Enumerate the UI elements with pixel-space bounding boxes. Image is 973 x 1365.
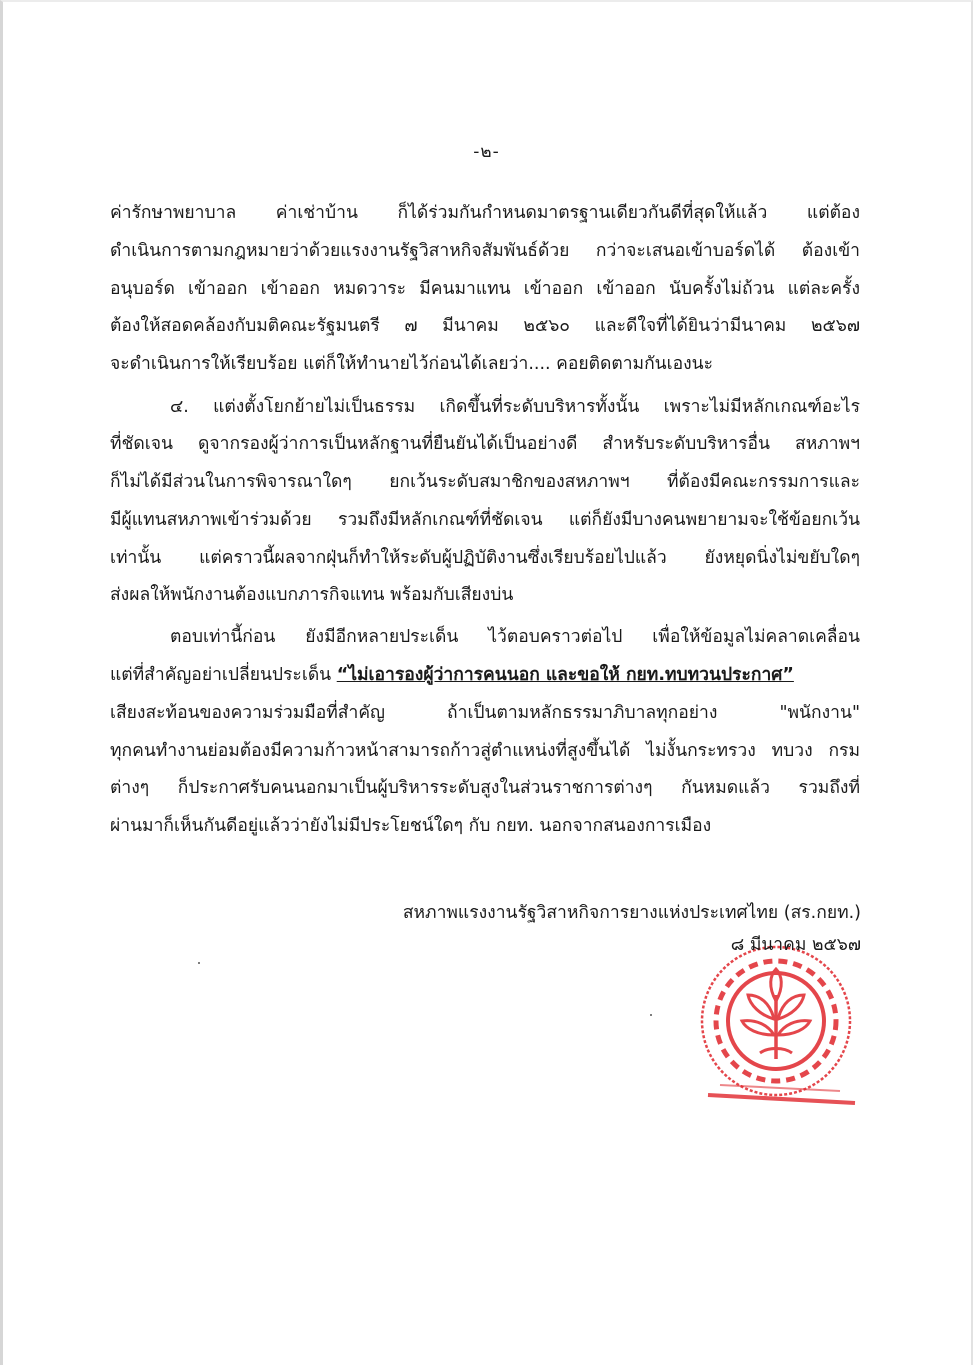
closing-prefix: แต่ที่สำคัญอย่าเปลี่ยนประเด็น: [110, 665, 337, 685]
page-number: -๒-: [473, 142, 500, 162]
closing-emphasis-line: [110, 660, 860, 690]
union-seal-icon: [690, 935, 865, 1115]
body-line: จะดำเนินการให้เรียบร้อย แต่ก็ให้ทำนายไว้ก่อนได้เลยว่า.... คอยติดตามกันเองนะ: [110, 354, 714, 374]
body-line: เท่านั้น แต่คราวนี้ผลจากฝุ่นก็ทำให้ระดับผู้ปฏิบัติงานซึ่งเรียบร้อยไปแล้ว ยังหยุดนิ่งไม่ขยับใดๆ: [110, 548, 860, 568]
body-line: มีผู้แทนสหภาพเข้าร่วมด้วย รวมถึงมีหลักเกณฑ์ที่ชัดเจน แต่ก็ยังมีบางคนพยายามจะใช้ข้อยกเว้น: [110, 510, 860, 530]
body-line: ส่งผลให้พนักงานต้องแบกภารกิจแทน พร้อมกับเสียงบ่น: [110, 585, 514, 605]
body-line: ต่างๆ ก็ประกาศรับคนนอกมาเป็นผู้บริหารระดับสูงในส่วนราชการต่างๆ กันหมดแล้ว รวมถึงที่: [110, 778, 860, 798]
key-demand-text: “ไม่เอารองผู้ว่าการคนนอก และขอให้ กยท.ทบทวนประกาศ”: [336, 665, 794, 685]
scan-speck: [198, 962, 200, 964]
item-4-heading-line: ๔. แต่งตั้งโยกย้ายไม่เป็นธรรม เกิดขึ้นที่ระดับบริหารทั้งนั้น เพราะไม่มีหลักเกณฑ์อะไร: [170, 397, 860, 417]
closing-first-line: ตอบเท่านี้ก่อน ยังมีอีกหลายประเด็น ไว้ตอบคราวต่อไป เพื่อให้ข้อมูลไม่คลาดเคลื่อน: [170, 627, 860, 647]
body-line: ก็ไม่ได้มีส่วนในการพิจารณาใดๆ ยกเว้นระดับสมาชิกของสหภาพฯ ที่ต้องมีคณะกรรมการและ: [110, 472, 860, 492]
signature-organization: สหภาพแรงงานรัฐวิสาหกิจการยางแห่งประเทศไทย (สร.กยท.): [402, 903, 861, 923]
body-line: ที่ชัดเจน ดูจากรองผู้ว่าการเป็นหลักฐานที่ยืนยันได้เป็นอย่างดี สำหรับระดับบริหารอื่น สหภาพฯ: [110, 434, 860, 454]
body-line: ผ่านมาก็เห็นกันดีอยู่แล้วว่ายังไม่มีประโยชน์ใดๆ กับ กยท. นอกจากสนองการเมือง: [110, 816, 712, 836]
body-line: ค่ารักษาพยาบาล ค่าเช่าบ้าน ก็ได้ร่วมกันกำหนดมาตรฐานเดียวกันดีที่สุดให้แล้ว แต่ต้อง: [110, 203, 860, 223]
body-line: เสียงสะท้อนของความร่วมมือที่สำคัญ ถ้าเป็นตามหลักธรรมาภิบาลทุกอย่าง "พนักงาน": [110, 703, 860, 723]
letter-date: ๘ มีนาคม ๒๕๖๗: [730, 935, 861, 955]
body-line: ดำเนินการตามกฎหมายว่าด้วยแรงงานรัฐวิสาหกิจสัมพันธ์ด้วย กว่าจะเสนอเข้าบอร์ดได้ ต้องเข้า: [110, 241, 860, 261]
body-line: ทุกคนทำงานย่อมต้องมีความก้าวหน้าสามารถก้าวสู่ตำแหน่งที่สูงขึ้นได้ ไม่งั้นกระทรวง ทบวง กรม: [110, 741, 860, 761]
body-line: ต้องให้สอดคล้องกับมติคณะรัฐมนตรี ๗ มีนาคม ๒๕๖๐ และดีใจที่ได้ยินว่ามีนาคม ๒๕๖๗: [110, 316, 860, 336]
body-line: อนุบอร์ด เข้าออก เข้าออก หมดวาระ มีคนมาแทน เข้าออก เข้าออก นับครั้งไม่ถ้วน แต่ละครั้ง: [110, 279, 860, 299]
scan-speck: [650, 1014, 652, 1016]
